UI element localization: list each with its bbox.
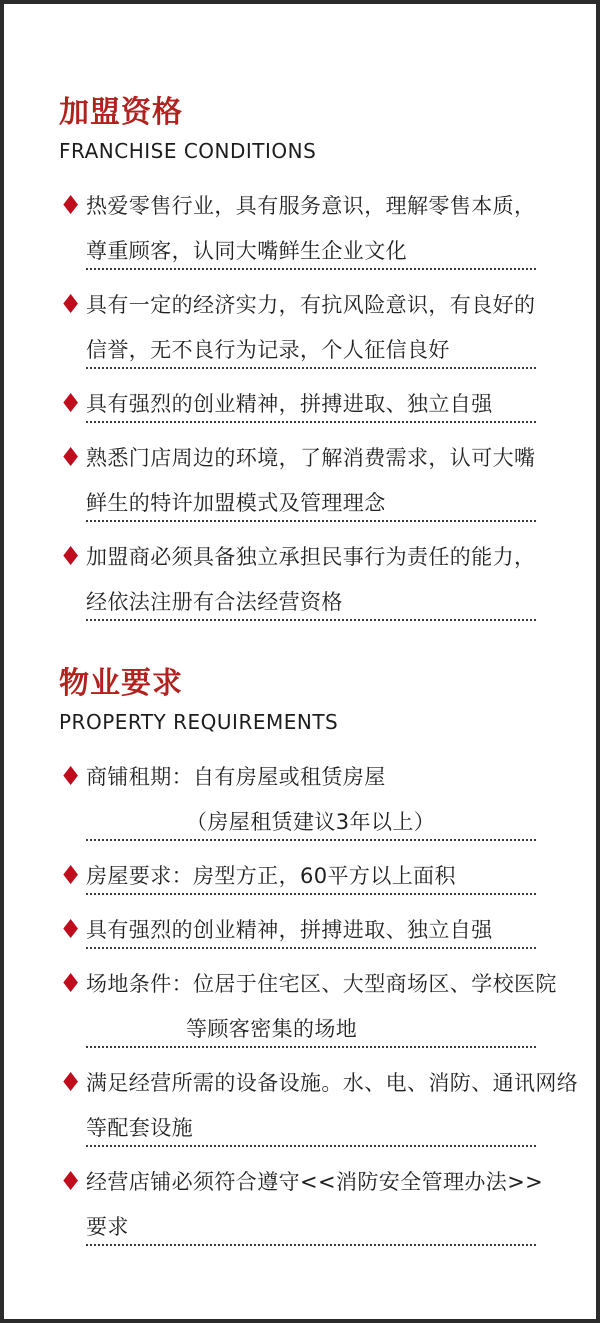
text-line: 等配套设施 — [86, 1116, 193, 1140]
section-title-cn: 物业要求 — [59, 666, 183, 701]
list-item — [59, 382, 536, 427]
diamond-bullet-icon: ♦ — [59, 290, 83, 320]
text-line: （房屋租赁建议3年以上） — [186, 810, 436, 834]
item-text — [86, 535, 536, 625]
text-line: 具有一定的经济实力，有抗风险意识，有良好的 — [86, 293, 536, 317]
diamond-bullet-icon: ♦ — [59, 915, 83, 945]
diamond-bullet-icon: ♦ — [59, 1167, 83, 1197]
item-text — [86, 184, 536, 274]
list-item — [59, 436, 536, 526]
list-item — [59, 1160, 544, 1250]
text-line: 加盟商必须具备独立承担民事行为责任的能力， — [86, 545, 536, 569]
text-line: 经营店铺必须符合遵守<<消防安全管理办法>> — [86, 1170, 544, 1194]
text-line: 场地条件：位居于住宅区、大型商场区、学校医院 — [86, 972, 557, 996]
list-item — [59, 1061, 579, 1151]
item-text — [86, 908, 536, 953]
item-text — [86, 436, 536, 526]
item-text — [86, 283, 536, 373]
poster-content — [59, 94, 579, 1246]
text-line: 信誉，无不良行为记录，个人征信良好 — [86, 338, 450, 362]
section-title-en: PROPERTY REQUIREMENTS — [59, 710, 339, 734]
text-line: 具有强烈的创业精神，拼搏进取、独立自强 — [86, 918, 493, 942]
section-title-en: FRANCHISE CONDITIONS — [59, 139, 317, 163]
section-items — [59, 755, 579, 1246]
text-line: 满足经营所需的设备设施。水、电、消防、通讯网络 — [86, 1071, 579, 1095]
text-line: 具有强烈的创业精神，拼搏进取、独立自强 — [86, 392, 493, 416]
text-line: 热爱零售行业，具有服务意识，理解零售本质， — [86, 194, 536, 218]
text-line: 商铺租期：自有房屋或租赁房屋 — [86, 765, 386, 789]
diamond-bullet-icon: ♦ — [59, 969, 83, 999]
diamond-bullet-icon: ♦ — [59, 389, 83, 419]
diamond-bullet-icon: ♦ — [59, 1068, 83, 1098]
diamond-bullet-icon: ♦ — [59, 861, 83, 891]
diamond-bullet-icon: ♦ — [59, 762, 83, 792]
item-text — [86, 755, 536, 845]
list-item — [59, 184, 536, 274]
diamond-bullet-icon: ♦ — [59, 542, 83, 572]
diamond-bullet-icon: ♦ — [59, 443, 83, 473]
text-line: 经依法注册有合法经营资格 — [86, 590, 343, 614]
text-line: 要求 — [86, 1215, 129, 1239]
item-text — [86, 854, 536, 899]
text-line: 等顾客密集的场地 — [186, 1017, 358, 1041]
list-item — [59, 854, 536, 899]
list-item — [59, 908, 536, 953]
text-line: 熟悉门店周边的环境，了解消费需求，认可大嘴 — [86, 446, 536, 470]
section-2 — [59, 665, 579, 1246]
section-title-cn: 加盟资格 — [59, 95, 183, 130]
list-item — [59, 962, 557, 1052]
item-text — [86, 962, 557, 1052]
section-items — [59, 184, 536, 621]
text-line: 鲜生的特许加盟模式及管理理念 — [86, 491, 386, 515]
diamond-bullet-icon: ♦ — [59, 191, 83, 221]
item-text — [86, 382, 536, 427]
list-item — [59, 755, 536, 845]
text-line: 房屋要求：房型方正，60平方以上面积 — [86, 864, 456, 888]
item-text — [86, 1061, 579, 1151]
list-item — [59, 535, 536, 625]
item-text — [86, 1160, 544, 1250]
text-line: 尊重顾客，认同大嘴鲜生企业文化 — [86, 239, 407, 263]
section-1 — [59, 94, 536, 621]
list-item — [59, 283, 536, 373]
